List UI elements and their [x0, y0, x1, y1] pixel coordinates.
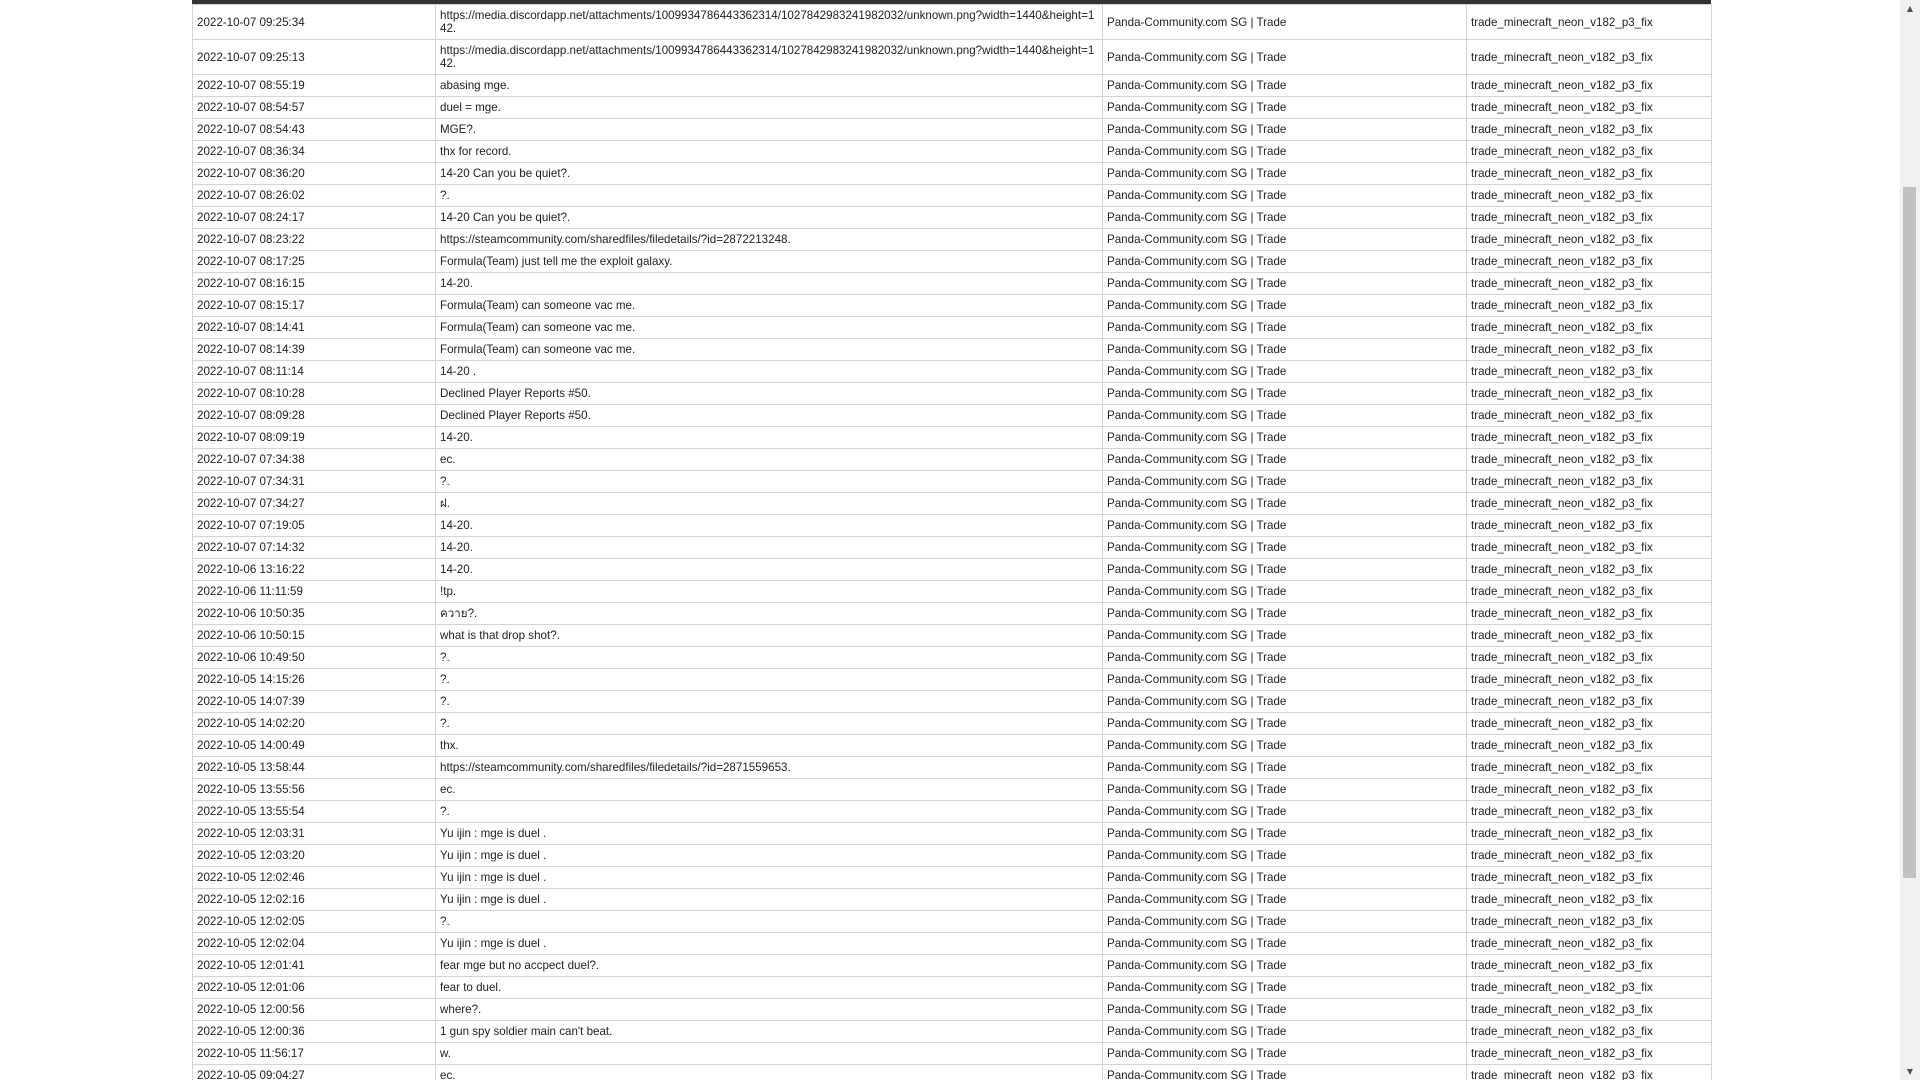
table-row [193, 339, 1712, 361]
cell-map: trade_minecraft_neon_v182_p3_fix [1467, 251, 1712, 273]
cell-map: trade_minecraft_neon_v182_p3_fix [1467, 515, 1712, 537]
cell-date: 2022-10-07 07:19:05 [193, 515, 436, 537]
table-row [193, 625, 1712, 647]
cell-message: Declined Player Reports #50. [436, 383, 1103, 405]
cell-map: trade_minecraft_neon_v182_p3_fix [1467, 713, 1712, 735]
cell-server: Panda-Community.com SG | Trade [1103, 999, 1467, 1021]
cell-map: trade_minecraft_neon_v182_p3_fix [1467, 40, 1712, 75]
cell-message: thx. [436, 735, 1103, 757]
cell-server: Panda-Community.com SG | Trade [1103, 559, 1467, 581]
cell-server: Panda-Community.com SG | Trade [1103, 933, 1467, 955]
cell-server: Panda-Community.com SG | Trade [1103, 581, 1467, 603]
cell-map: trade_minecraft_neon_v182_p3_fix [1467, 471, 1712, 493]
cell-server: Panda-Community.com SG | Trade [1103, 977, 1467, 999]
cell-message: ?. [436, 647, 1103, 669]
table-row [193, 1021, 1712, 1043]
cell-date: 2022-10-07 09:25:34 [193, 5, 436, 40]
cell-date: 2022-10-07 08:15:17 [193, 295, 436, 317]
cell-server: Panda-Community.com SG | Trade [1103, 185, 1467, 207]
table-row [193, 845, 1712, 867]
scrollbar-thumb[interactable] [1903, 187, 1916, 878]
cell-date: 2022-10-05 12:00:56 [193, 999, 436, 1021]
cell-map: trade_minecraft_neon_v182_p3_fix [1467, 779, 1712, 801]
cell-message: Yu ijin : mge is duel . [436, 845, 1103, 867]
cell-message: ?. [436, 669, 1103, 691]
cell-message: 14-20. [436, 559, 1103, 581]
table-row [193, 537, 1712, 559]
cell-date: 2022-10-07 08:14:39 [193, 339, 436, 361]
cell-message: fear to duel. [436, 977, 1103, 999]
cell-date: 2022-10-07 08:26:02 [193, 185, 436, 207]
cell-date: 2022-10-07 07:34:38 [193, 449, 436, 471]
cell-date: 2022-10-06 10:49:50 [193, 647, 436, 669]
table-row [193, 1065, 1712, 1080]
cell-message: https://media.discordapp.net/attachments/1009934786443362314/1027842983241982032/unknown.png?width=1440&height=142. [436, 5, 1103, 40]
cell-map: trade_minecraft_neon_v182_p3_fix [1467, 537, 1712, 559]
cell-date: 2022-10-05 14:00:49 [193, 735, 436, 757]
table-row [193, 757, 1712, 779]
cell-date: 2022-10-05 13:55:56 [193, 779, 436, 801]
cell-message: Yu ijin : mge is duel . [436, 933, 1103, 955]
cell-message: 14-20. [436, 273, 1103, 295]
table-row [193, 295, 1712, 317]
cell-server: Panda-Community.com SG | Trade [1103, 1065, 1467, 1080]
cell-date: 2022-10-06 11:11:59 [193, 581, 436, 603]
table-row [193, 515, 1712, 537]
cell-map: trade_minecraft_neon_v182_p3_fix [1467, 339, 1712, 361]
cell-message: abasing mge. [436, 75, 1103, 97]
cell-map: trade_minecraft_neon_v182_p3_fix [1467, 801, 1712, 823]
cell-message: Yu ijin : mge is duel . [436, 867, 1103, 889]
cell-message: duel = mge. [436, 97, 1103, 119]
cell-map: trade_minecraft_neon_v182_p3_fix [1467, 845, 1712, 867]
cell-message: 14-20. [436, 537, 1103, 559]
table-row [193, 911, 1712, 933]
cell-date: 2022-10-06 10:50:35 [193, 603, 436, 625]
cell-map: trade_minecraft_neon_v182_p3_fix [1467, 427, 1712, 449]
cell-map: trade_minecraft_neon_v182_p3_fix [1467, 1043, 1712, 1065]
cell-map: trade_minecraft_neon_v182_p3_fix [1467, 889, 1712, 911]
table-row [193, 119, 1712, 141]
cell-date: 2022-10-05 12:00:36 [193, 1021, 436, 1043]
cell-date: 2022-10-07 07:34:27 [193, 493, 436, 515]
table-row [193, 493, 1712, 515]
cell-map: trade_minecraft_neon_v182_p3_fix [1467, 75, 1712, 97]
cell-map: trade_minecraft_neon_v182_p3_fix [1467, 449, 1712, 471]
table-row [193, 141, 1712, 163]
cell-message: 14-20 Can you be quiet?. [436, 163, 1103, 185]
cell-map: trade_minecraft_neon_v182_p3_fix [1467, 207, 1712, 229]
cell-server: Panda-Community.com SG | Trade [1103, 603, 1467, 625]
cell-server: Panda-Community.com SG | Trade [1103, 779, 1467, 801]
cell-date: 2022-10-07 08:11:14 [193, 361, 436, 383]
cell-server: Panda-Community.com SG | Trade [1103, 515, 1467, 537]
cell-message: 14-20. [436, 427, 1103, 449]
cell-message: ?. [436, 471, 1103, 493]
cell-server: Panda-Community.com SG | Trade [1103, 5, 1467, 40]
cell-message: thx for record. [436, 141, 1103, 163]
cell-date: 2022-10-05 12:02:05 [193, 911, 436, 933]
cell-date: 2022-10-05 12:01:06 [193, 977, 436, 999]
table-row [193, 449, 1712, 471]
cell-message: Formula(Team) can someone vac me. [436, 339, 1103, 361]
cell-map: trade_minecraft_neon_v182_p3_fix [1467, 141, 1712, 163]
cell-map: trade_minecraft_neon_v182_p3_fix [1467, 185, 1712, 207]
cell-server: Panda-Community.com SG | Trade [1103, 537, 1467, 559]
cell-server: Panda-Community.com SG | Trade [1103, 405, 1467, 427]
cell-server: Panda-Community.com SG | Trade [1103, 207, 1467, 229]
cell-date: 2022-10-05 13:58:44 [193, 757, 436, 779]
cell-server: Panda-Community.com SG | Trade [1103, 691, 1467, 713]
cell-map: trade_minecraft_neon_v182_p3_fix [1467, 97, 1712, 119]
table-row [193, 361, 1712, 383]
table-row [193, 427, 1712, 449]
cell-map: trade_minecraft_neon_v182_p3_fix [1467, 999, 1712, 1021]
table-row [193, 185, 1712, 207]
cell-message: ฝ. [436, 493, 1103, 515]
cell-date: 2022-10-07 08:24:17 [193, 207, 436, 229]
cell-server: Panda-Community.com SG | Trade [1103, 735, 1467, 757]
cell-map: trade_minecraft_neon_v182_p3_fix [1467, 493, 1712, 515]
cell-message: ?. [436, 713, 1103, 735]
chat-log-table [192, 4, 1712, 1080]
table-row [193, 273, 1712, 295]
table-row [193, 229, 1712, 251]
table-row [193, 779, 1712, 801]
cell-date: 2022-10-07 08:16:15 [193, 273, 436, 295]
cell-map: trade_minecraft_neon_v182_p3_fix [1467, 823, 1712, 845]
cell-map: trade_minecraft_neon_v182_p3_fix [1467, 977, 1712, 999]
cell-message: ec. [436, 779, 1103, 801]
cell-map: trade_minecraft_neon_v182_p3_fix [1467, 273, 1712, 295]
cell-server: Panda-Community.com SG | Trade [1103, 361, 1467, 383]
cell-server: Panda-Community.com SG | Trade [1103, 273, 1467, 295]
cell-message: 14-20 Can you be quiet?. [436, 207, 1103, 229]
cell-server: Panda-Community.com SG | Trade [1103, 75, 1467, 97]
cell-date: 2022-10-05 14:07:39 [193, 691, 436, 713]
cell-map: trade_minecraft_neon_v182_p3_fix [1467, 317, 1712, 339]
cell-date: 2022-10-07 07:14:32 [193, 537, 436, 559]
cell-map: trade_minecraft_neon_v182_p3_fix [1467, 383, 1712, 405]
table-row [193, 977, 1712, 999]
cell-date: 2022-10-07 08:55:19 [193, 75, 436, 97]
cell-date: 2022-10-07 08:09:28 [193, 405, 436, 427]
cell-message: https://steamcommunity.com/sharedfiles/filedetails/?id=2872213248. [436, 229, 1103, 251]
cell-server: Panda-Community.com SG | Trade [1103, 119, 1467, 141]
cell-server: Panda-Community.com SG | Trade [1103, 801, 1467, 823]
cell-date: 2022-10-05 14:15:26 [193, 669, 436, 691]
cell-message: MGE?. [436, 119, 1103, 141]
cell-map: trade_minecraft_neon_v182_p3_fix [1467, 603, 1712, 625]
cell-server: Panda-Community.com SG | Trade [1103, 867, 1467, 889]
table-row [193, 75, 1712, 97]
cell-map: trade_minecraft_neon_v182_p3_fix [1467, 163, 1712, 185]
cell-server: Panda-Community.com SG | Trade [1103, 713, 1467, 735]
cell-date: 2022-10-05 09:04:27 [193, 1065, 436, 1080]
cell-server: Panda-Community.com SG | Trade [1103, 845, 1467, 867]
chat-log-body [193, 5, 1712, 1080]
cell-message: ?. [436, 691, 1103, 713]
table-row [193, 207, 1712, 229]
cell-server: Panda-Community.com SG | Trade [1103, 955, 1467, 977]
table-row [193, 383, 1712, 405]
cell-message: !tp. [436, 581, 1103, 603]
cell-map: trade_minecraft_neon_v182_p3_fix [1467, 867, 1712, 889]
cell-server: Panda-Community.com SG | Trade [1103, 383, 1467, 405]
table-row [193, 933, 1712, 955]
cell-date: 2022-10-07 08:36:34 [193, 141, 436, 163]
cell-server: Panda-Community.com SG | Trade [1103, 97, 1467, 119]
cell-server: Panda-Community.com SG | Trade [1103, 1043, 1467, 1065]
cell-map: trade_minecraft_neon_v182_p3_fix [1467, 5, 1712, 40]
scroll-down-arrow-icon[interactable]: ▼ [1906, 1067, 1914, 1076]
cell-message: ?. [436, 801, 1103, 823]
table-row [193, 1043, 1712, 1065]
cell-message: Declined Player Reports #50. [436, 405, 1103, 427]
cell-message: 14-20. [436, 515, 1103, 537]
cell-server: Panda-Community.com SG | Trade [1103, 471, 1467, 493]
cell-server: Panda-Community.com SG | Trade [1103, 757, 1467, 779]
cell-server: Panda-Community.com SG | Trade [1103, 163, 1467, 185]
cell-date: 2022-10-07 08:09:19 [193, 427, 436, 449]
cell-server: Panda-Community.com SG | Trade [1103, 889, 1467, 911]
table-row [193, 691, 1712, 713]
table-row [193, 647, 1712, 669]
cell-map: trade_minecraft_neon_v182_p3_fix [1467, 229, 1712, 251]
table-row [193, 823, 1712, 845]
cell-date: 2022-10-07 07:34:31 [193, 471, 436, 493]
cell-date: 2022-10-05 12:01:41 [193, 955, 436, 977]
table-row [193, 251, 1712, 273]
cell-message: https://media.discordapp.net/attachments/1009934786443362314/1027842983241982032/unknown.png?width=1440&height=142. [436, 40, 1103, 75]
cell-message: ec. [436, 449, 1103, 471]
cell-message: ec. [436, 1065, 1103, 1080]
cell-server: Panda-Community.com SG | Trade [1103, 647, 1467, 669]
table-row [193, 5, 1712, 40]
cell-message: Formula(Team) can someone vac me. [436, 295, 1103, 317]
vertical-scrollbar[interactable] [1900, 0, 1920, 1080]
cell-date: 2022-10-05 12:03:20 [193, 845, 436, 867]
scroll-up-arrow-icon[interactable]: ▲ [1906, 4, 1914, 13]
cell-date: 2022-10-07 08:54:43 [193, 119, 436, 141]
cell-message: 14-20 . [436, 361, 1103, 383]
cell-map: trade_minecraft_neon_v182_p3_fix [1467, 405, 1712, 427]
cell-date: 2022-10-07 08:54:57 [193, 97, 436, 119]
cell-date: 2022-10-05 12:02:16 [193, 889, 436, 911]
cell-message: https://steamcommunity.com/sharedfiles/filedetails/?id=2871559653. [436, 757, 1103, 779]
cell-message: Formula(Team) just tell me the exploit galaxy. [436, 251, 1103, 273]
cell-date: 2022-10-06 13:16:22 [193, 559, 436, 581]
cell-map: trade_minecraft_neon_v182_p3_fix [1467, 1021, 1712, 1043]
cell-server: Panda-Community.com SG | Trade [1103, 229, 1467, 251]
cell-message: Formula(Team) can someone vac me. [436, 317, 1103, 339]
cell-server: Panda-Community.com SG | Trade [1103, 317, 1467, 339]
cell-server: Panda-Community.com SG | Trade [1103, 1021, 1467, 1043]
table-row [193, 40, 1712, 75]
cell-map: trade_minecraft_neon_v182_p3_fix [1467, 955, 1712, 977]
cell-message: where?. [436, 999, 1103, 1021]
cell-map: trade_minecraft_neon_v182_p3_fix [1467, 361, 1712, 383]
cell-date: 2022-10-06 10:50:15 [193, 625, 436, 647]
cell-message: fear mge but no accpect duel?. [436, 955, 1103, 977]
cell-server: Panda-Community.com SG | Trade [1103, 823, 1467, 845]
table-row [193, 317, 1712, 339]
cell-message: 1 gun spy soldier main can't beat. [436, 1021, 1103, 1043]
table-row [193, 471, 1712, 493]
table-row [193, 999, 1712, 1021]
cell-message: ?. [436, 185, 1103, 207]
cell-map: trade_minecraft_neon_v182_p3_fix [1467, 669, 1712, 691]
cell-server: Panda-Community.com SG | Trade [1103, 449, 1467, 471]
table-row [193, 559, 1712, 581]
cell-message: what is that drop shot?. [436, 625, 1103, 647]
cell-map: trade_minecraft_neon_v182_p3_fix [1467, 933, 1712, 955]
cell-message: Yu ijin : mge is duel . [436, 889, 1103, 911]
cell-map: trade_minecraft_neon_v182_p3_fix [1467, 647, 1712, 669]
cell-map: trade_minecraft_neon_v182_p3_fix [1467, 691, 1712, 713]
cell-server: Panda-Community.com SG | Trade [1103, 251, 1467, 273]
cell-date: 2022-10-05 14:02:20 [193, 713, 436, 735]
cell-date: 2022-10-05 11:56:17 [193, 1043, 436, 1065]
cell-server: Panda-Community.com SG | Trade [1103, 493, 1467, 515]
cell-message: Yu ijin : mge is duel . [436, 823, 1103, 845]
cell-server: Panda-Community.com SG | Trade [1103, 40, 1467, 75]
cell-server: Panda-Community.com SG | Trade [1103, 427, 1467, 449]
cell-server: Panda-Community.com SG | Trade [1103, 339, 1467, 361]
cell-date: 2022-10-07 08:23:22 [193, 229, 436, 251]
table-row [193, 713, 1712, 735]
cell-map: trade_minecraft_neon_v182_p3_fix [1467, 625, 1712, 647]
cell-message: ควาย?. [436, 603, 1103, 625]
table-row [193, 163, 1712, 185]
table-row [193, 735, 1712, 757]
cell-message: w. [436, 1043, 1103, 1065]
table-row [193, 867, 1712, 889]
cell-date: 2022-10-05 12:02:46 [193, 867, 436, 889]
cell-server: Panda-Community.com SG | Trade [1103, 295, 1467, 317]
cell-map: trade_minecraft_neon_v182_p3_fix [1467, 735, 1712, 757]
cell-server: Panda-Community.com SG | Trade [1103, 625, 1467, 647]
cell-date: 2022-10-07 08:14:41 [193, 317, 436, 339]
cell-map: trade_minecraft_neon_v182_p3_fix [1467, 581, 1712, 603]
table-row [193, 405, 1712, 427]
cell-map: trade_minecraft_neon_v182_p3_fix [1467, 1065, 1712, 1080]
cell-date: 2022-10-07 08:36:20 [193, 163, 436, 185]
cell-date: 2022-10-07 08:17:25 [193, 251, 436, 273]
table-row [193, 801, 1712, 823]
cell-date: 2022-10-05 12:03:31 [193, 823, 436, 845]
table-row [193, 669, 1712, 691]
cell-map: trade_minecraft_neon_v182_p3_fix [1467, 295, 1712, 317]
cell-date: 2022-10-07 08:10:28 [193, 383, 436, 405]
cell-map: trade_minecraft_neon_v182_p3_fix [1467, 559, 1712, 581]
cell-date: 2022-10-05 13:55:54 [193, 801, 436, 823]
chat-log-table-container [192, 0, 1711, 1080]
cell-map: trade_minecraft_neon_v182_p3_fix [1467, 757, 1712, 779]
table-row [193, 603, 1712, 625]
cell-message: ?. [436, 911, 1103, 933]
table-row [193, 889, 1712, 911]
cell-server: Panda-Community.com SG | Trade [1103, 141, 1467, 163]
cell-map: trade_minecraft_neon_v182_p3_fix [1467, 119, 1712, 141]
table-row [193, 581, 1712, 603]
cell-map: trade_minecraft_neon_v182_p3_fix [1467, 911, 1712, 933]
cell-server: Panda-Community.com SG | Trade [1103, 911, 1467, 933]
cell-server: Panda-Community.com SG | Trade [1103, 669, 1467, 691]
cell-date: 2022-10-07 09:25:13 [193, 40, 436, 75]
table-row [193, 955, 1712, 977]
cell-date: 2022-10-05 12:02:04 [193, 933, 436, 955]
table-row [193, 97, 1712, 119]
